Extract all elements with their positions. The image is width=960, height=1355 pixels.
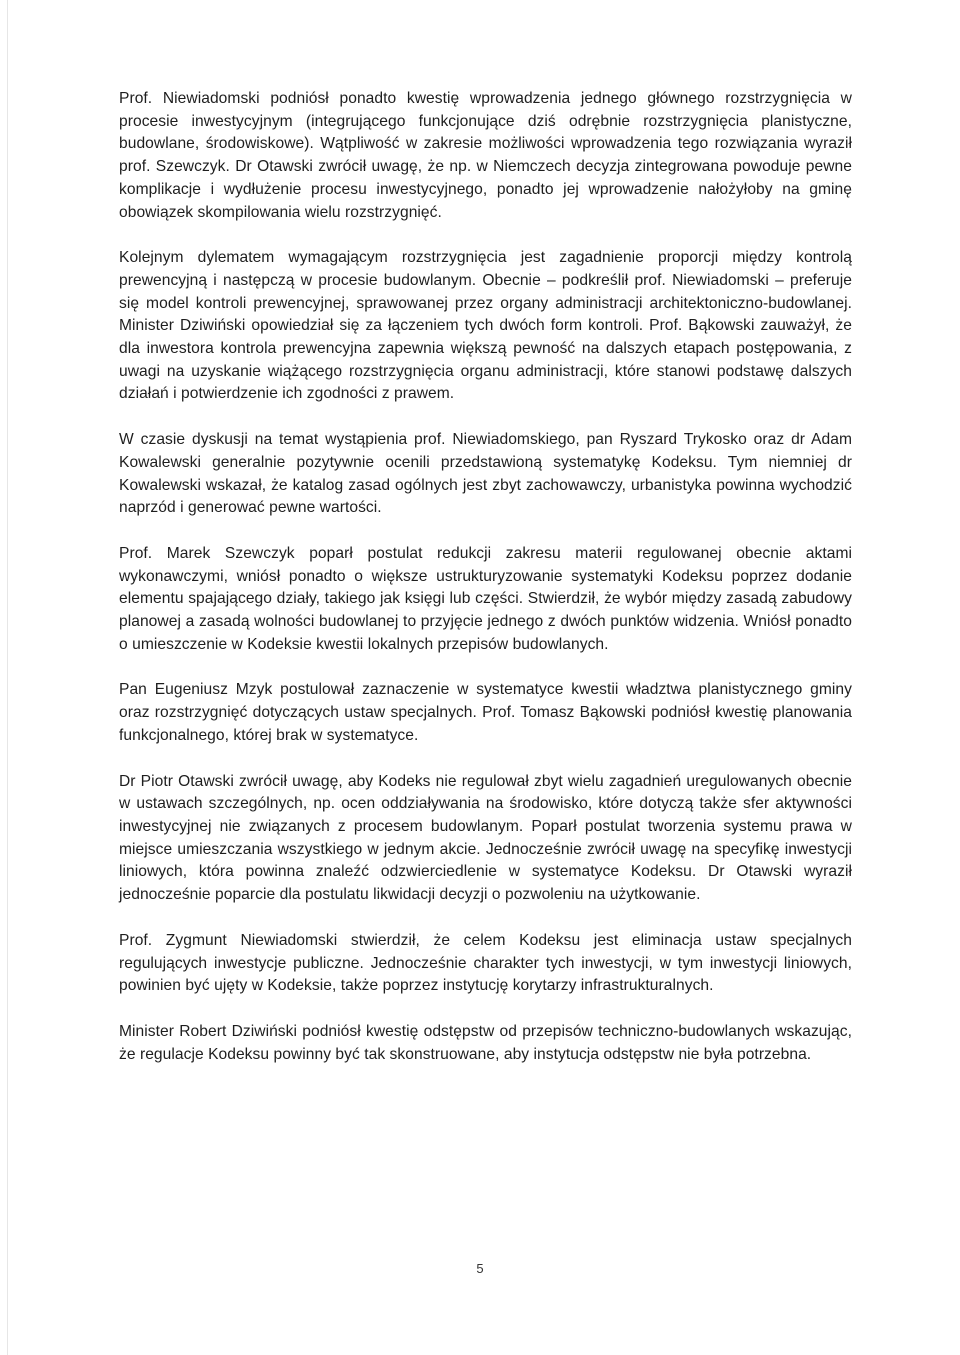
paragraph-kontrola-prewencyjna: Kolejnym dylematem wymagającym rozstrzygnięcia jest zagadnienie proporcji między kontrolą prewencyjną i następczą w procesie budowlanym. Obecnie – podkreślił prof. Niewiadomski – preferuje się model kontroli prewencyjnej, sprawowanej przez organy administracji architektoniczno-budowlanej. Minister Dziwiński opowiedział się za łączeniem tych dwóch form kontroli. Prof. Bąkowski zauważył, że dla inwestora kontrola prewencyjna zapewnia większą pewność na dalszych etapach postępowania, z uwagi na uzyskanie wiążącego rozstrzygnięcia organu administracji, które stanowi podstawę dalszych działań i potwierdzenie ich zgodności z prawem. bbox=[119, 249, 852, 403]
paragraph-niewiadomski-ustawy-specjalne: Prof. Zygmunt Niewiadomski stwierdził, że celem Kodeksu jest eliminacja ustaw specjalnych regulujących inwestycje publiczne. Jednocześnie charakter tych inwestycji, w tym inwestycji liniowych, powinien być ujęty w Kodeksie, także poprzez instytucję korytarzy infrastrukturalnych. bbox=[119, 931, 852, 995]
document-body bbox=[119, 88, 852, 1089]
scan-edge-line bbox=[7, 0, 8, 1355]
page-number: 5 bbox=[476, 1261, 484, 1276]
paragraph-otawski-uwagi: Dr Piotr Otawski zwrócił uwagę, aby Kodeks nie regulował zbyt wielu zagadnień uregulowanych obecnie w ustawach szczególnych, np. ocen oddziaływania na środowisko, które dotyczą także sfer aktywności inwestycyjnej nie związanych z procesem budowlanym. Poparł postulat tworzenia systemu prawa w miejsce umieszczania wszystkiego w jednym akcie. Jednocześnie zwrócił uwagę na specyfikę inwestycji liniowych, która powinna znaleźć odzwierciedlenie w systematyce Kodeksu. Dr Otawski wyraził jednocześnie poparcie dla postulatu likwidacji decyzji o pozwoleniu na użytkowanie. bbox=[119, 772, 852, 904]
paragraph-mzyk-wladztwo: Pan Eugeniusz Mzyk postulował zaznaczenie w systematyce kwestii władztwa planistycznego gminy oraz rozstrzygnięć dotyczących ustaw specjalnych. Prof. Tomasz Bąkowski podniósł kwestię planowania funkcjonalnego, której brak w systematyce. bbox=[119, 681, 852, 744]
paragraph-dyskusja-systematyka: W czasie dyskusji na temat wystąpienia prof. Niewiadomskiego, pan Ryszard Trykosko oraz dr Adam Kowalewski generalnie pozytywnie ocenili przedstawioną systematykę Kodeksu. Tym niemniej dr Kowalewski wskazał, że katalog zasad ogólnych jest zbyt zachowawczy, urbanistyka powinna wychodzić naprzód i generować pewne wartości. bbox=[119, 431, 852, 517]
paragraph-decyzja-zintegrowana: Prof. Niewiadomski podniósł ponadto kwestię wprowadzenia jednego głównego rozstrzygnięcia w procesie inwestycyjnym (integrującego funkcjonujące dziś odrębnie rozstrzygnięcia planistyczne, budowlane, środowiskowe). Wątpliwość w zakresie możliwości wprowadzenia tego rozwiązania wyraził prof. Szewczyk. Dr Otawski zwrócił uwagę, że np. w Niemczech decyzja zintegrowana powoduje pewne komplikacje i wydłużenie procesu inwestycyjnego, ponadto jej wprowadzenie nałożyłoby na gminę obowiązek skompilowania wielu rozstrzygnięć. bbox=[119, 90, 852, 221]
paragraph-szewczyk-postulat: Prof. Marek Szewczyk poparł postulat redukcji zakresu materii regulowanej obecnie aktami wykonawczymi, wniósł ponadto o większe ustrukturyzowanie systematyki Kodeksu poprzez dodanie elementu spajającego działy, takiego jak księgi lub części. Stwierdził, że wybór między zasadą zabudowy planowej a zasadą wolności budowlanej to przyjęcie jednego z dwóch punktów widzenia. Wniósł ponadto o umieszczenie w Kodeksie kwestii lokalnych przepisów budowlanych. bbox=[119, 544, 852, 653]
paragraph-dziwinski-odstepstwa: Minister Robert Dziwiński podniósł kwestię odstępstw od przepisów techniczno-budowlanych wskazując, że regulacje Kodeksu powinny być tak skonstruowane, aby instytucja odstępstw nie była potrzebna. bbox=[119, 1022, 852, 1063]
